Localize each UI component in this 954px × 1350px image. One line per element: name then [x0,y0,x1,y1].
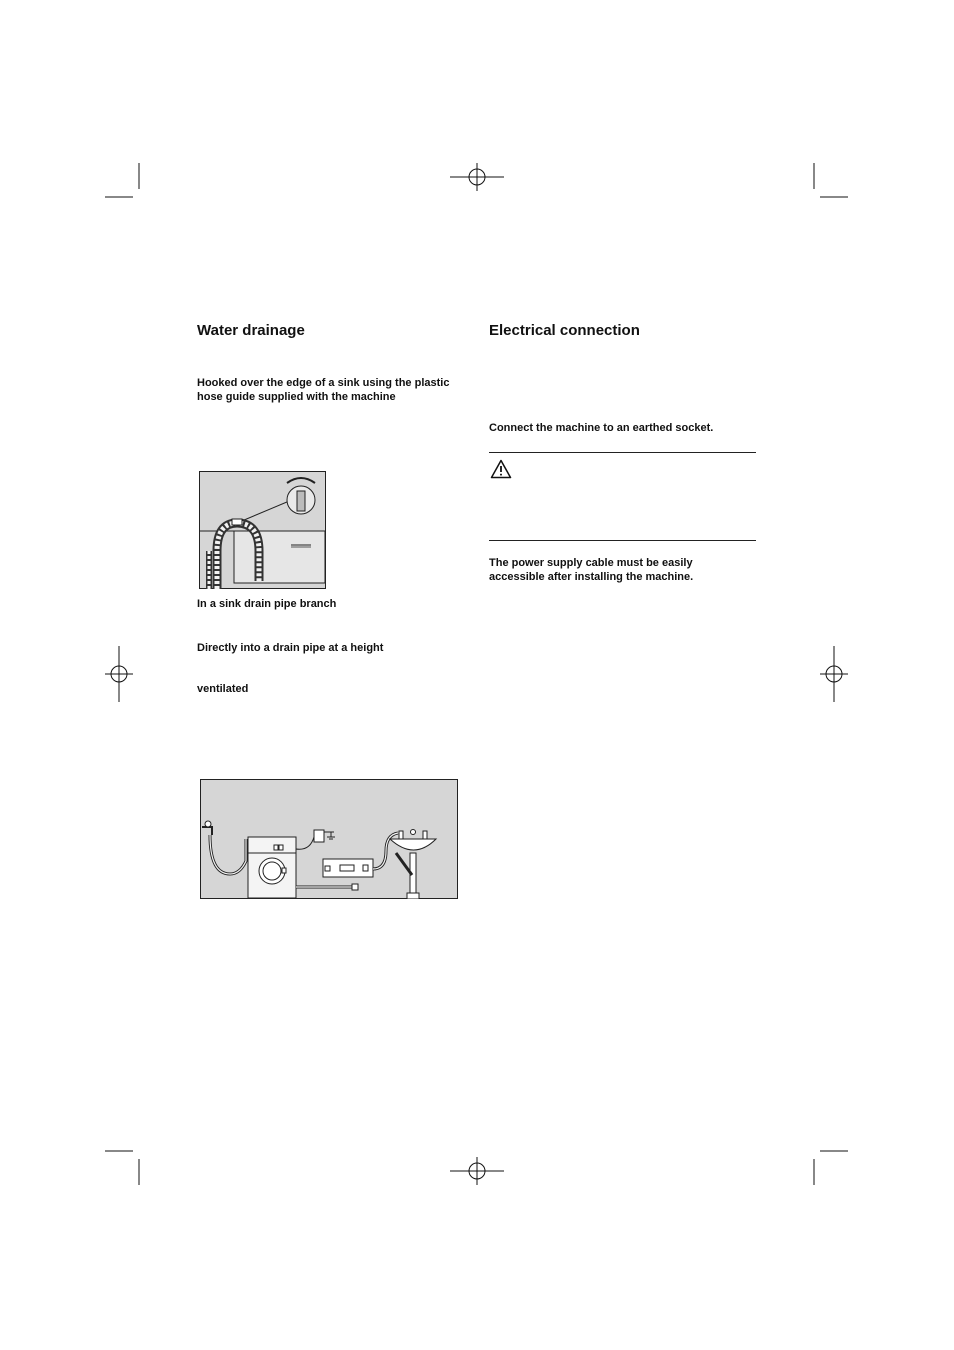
registration-mark-top [450,163,504,191]
paragraph-line: accessible after installing the machine. [489,571,694,583]
water-drainage-title: Water drainage [197,322,305,339]
hook-over-sink-paragraph [197,376,467,404]
electrical-connection-title: Electrical connection [489,322,640,339]
paragraph-line: hose guide supplied with the machine [197,391,396,403]
registration-mark-left [105,646,133,702]
sink-drain-branch-text: In a sink drain pipe branch [197,598,337,610]
paragraph-line: Hooked over the edge of a sink using the plastic [197,377,450,389]
warning-top-rule [489,452,756,453]
hose-over-sink-illustration [199,471,327,589]
earthed-socket-text: Connect the machine to an earthed socket. [489,422,714,434]
warning-bottom-rule [489,540,756,541]
paragraph-line: The power supply cable must be easily [489,557,693,569]
warning-triangle-icon [490,459,512,479]
installation-overview-illustration [200,779,459,899]
ventilated-text: ventilated [197,683,249,695]
power-cable-accessible-paragraph [489,556,759,584]
registration-mark-right [820,646,848,702]
drain-pipe-height-text: Directly into a drain pipe at a height [197,642,384,654]
registration-mark-bottom [450,1157,504,1185]
